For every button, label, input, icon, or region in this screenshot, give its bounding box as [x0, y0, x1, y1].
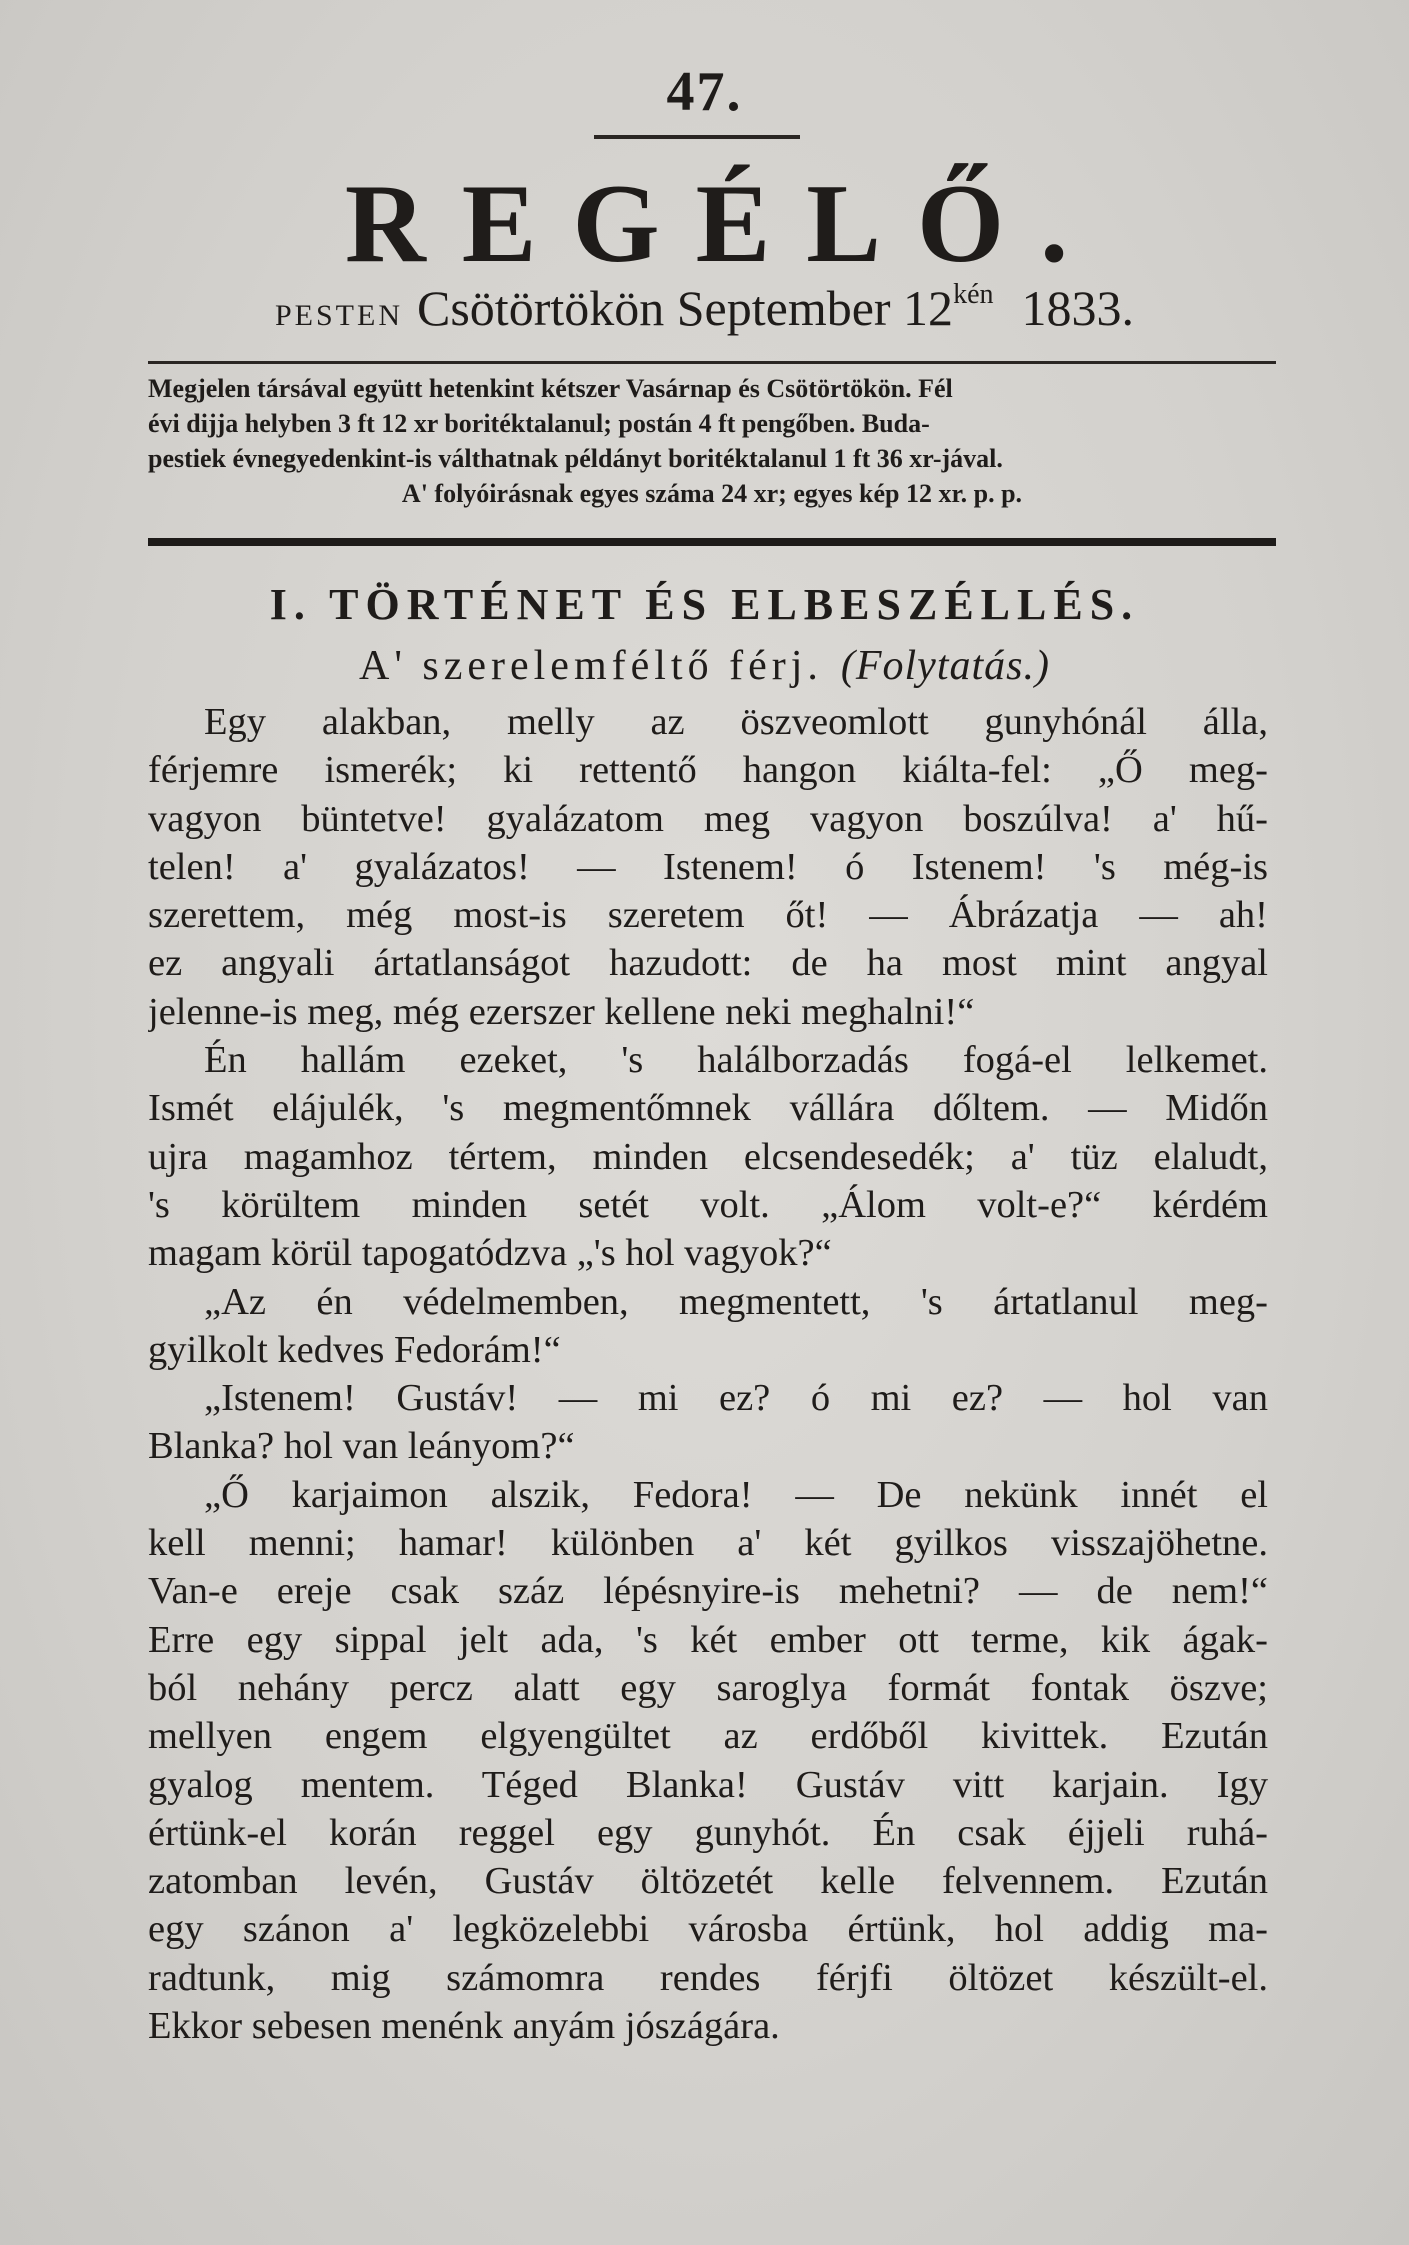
body-line: Ekkor sebesen menénk anyám jószágára.	[148, 2005, 780, 2048]
body-line: „Ő karjaimon alszik, Fedora! — De nekünk innét el	[204, 1473, 1268, 1516]
dateline	[0, 279, 1409, 336]
dateline-day-suffix: kén	[953, 279, 994, 310]
masthead-title: REGÉLŐ.	[344, 162, 1105, 286]
issue-number-rule	[594, 135, 800, 139]
body-line: gyalog mentem. Téged Blanka! Gustáv vitt karjain. Igy	[148, 1763, 1268, 1806]
dateline-day: Csötörtökön September 12	[417, 280, 954, 336]
continued-label: (Folytatás.)	[840, 643, 1050, 689]
body-line: „Istenem! Gustáv! — mi ez? ó mi ez? — hol van	[204, 1377, 1268, 1420]
story-title	[0, 645, 1409, 687]
subscription-notice	[148, 371, 1276, 511]
notice-line: pestiek évnegyedenkint-is válthatnak példányt boritéktalanul 1 ft 36 xr-jával.	[148, 444, 1003, 473]
body-line: 's körültem minden setét volt. „Álom volt-e?“ kérdém	[148, 1183, 1268, 1226]
notice-line: Megjelen társával együtt hetenkint kétszer Vasárnap és Csötörtökön. Fél	[148, 374, 953, 403]
notice-line: A' folyóirásnak egyes száma 24 xr; egyes kép 12 xr. p. p.	[401, 479, 1023, 508]
body-line: férjemre ismerék; ki rettentő hangon kiálta-fel: „Ő meg-	[148, 749, 1268, 792]
dateline-place: PESTEN	[274, 299, 403, 332]
body-line: ez angyali ártatlanságot hazudott: de ha most mint angyal	[148, 942, 1268, 985]
notice-line: évi dijja helyben 3 ft 12 xr boritéktalanul; postán 4 ft pengőben. Buda-	[148, 409, 930, 438]
body-line: gyilkolt kedves Fedorám!“	[148, 1328, 561, 1371]
body-line: Egy alakban, melly az öszveomlott gunyhónál álla,	[204, 701, 1268, 743]
body-line: jelenne-is meg, még ezerszer kellene neki meghalni!“	[148, 990, 975, 1033]
dateline-year: 1833.	[1021, 280, 1134, 336]
section-divider	[148, 538, 1276, 546]
body-line: értünk-el korán reggel egy gunyhót. Én csak éjjeli ruhá-	[148, 1811, 1268, 1854]
issue-number: 47.	[666, 61, 743, 123]
body-line: magam körül tapogatódzva „'s hol vagyok?“	[148, 1232, 832, 1275]
story-title-text: A' szerelemféltő férj.	[358, 643, 823, 689]
body-line: ujra magamhoz tértem, minden elcsendesedék; a' tüz elaludt,	[148, 1135, 1268, 1178]
body-line: szerettem, még most-is szeretem őt! — Ábrázatja — ah!	[148, 894, 1268, 937]
body-line: Blanka? hol van leányom?“	[148, 1425, 575, 1468]
body-line: „Az én védelmemben, megmentett, 's ártatlanul meg-	[204, 1280, 1268, 1323]
body-line: vagyon büntetve! gyalázatom meg vagyon boszúlva! a' hű-	[148, 797, 1268, 840]
body-line: egy szánon a' legközelebbi városba értünk, hol addig ma-	[148, 1908, 1268, 1951]
body-line: Ismét elájulék, 's megmentőmnek vállára dőltem. — Midőn	[148, 1087, 1268, 1130]
story-body	[148, 698, 1268, 2050]
body-line: mellyen engem elgyengültet az erdőből kivittek. Ezután	[148, 1715, 1268, 1758]
body-line: Erre egy sippal jelt ada, 's két ember ott terme, kik ágak-	[148, 1618, 1268, 1661]
section-heading: I. TÖRTÉNET ÉS ELBESZÉLLÉS.	[269, 580, 1140, 629]
body-line: radtunk, mig számomra rendes férjfi öltözet készült-el.	[148, 1956, 1268, 1999]
body-line: ból nehány percz alatt egy saroglya formát fontak öszve;	[148, 1666, 1268, 1709]
body-line: Van-e ereje csak száz lépésnyire-is mehetni? — de nem!“	[148, 1570, 1268, 1613]
body-line: Én hallám ezeket, 's halálborzadás fogá-el lelkemet.	[204, 1039, 1268, 1082]
header-rule	[148, 361, 1276, 364]
body-line: zatomban levén, Gustáv öltözetét kelle felvennem. Ezután	[148, 1860, 1268, 1903]
body-line: kell menni; hamar! különben a' két gyilkos visszajöhetne.	[148, 1522, 1268, 1565]
body-line: telen! a' gyalázatos! — Istenem! ó Istenem! 's még-is	[148, 845, 1268, 888]
